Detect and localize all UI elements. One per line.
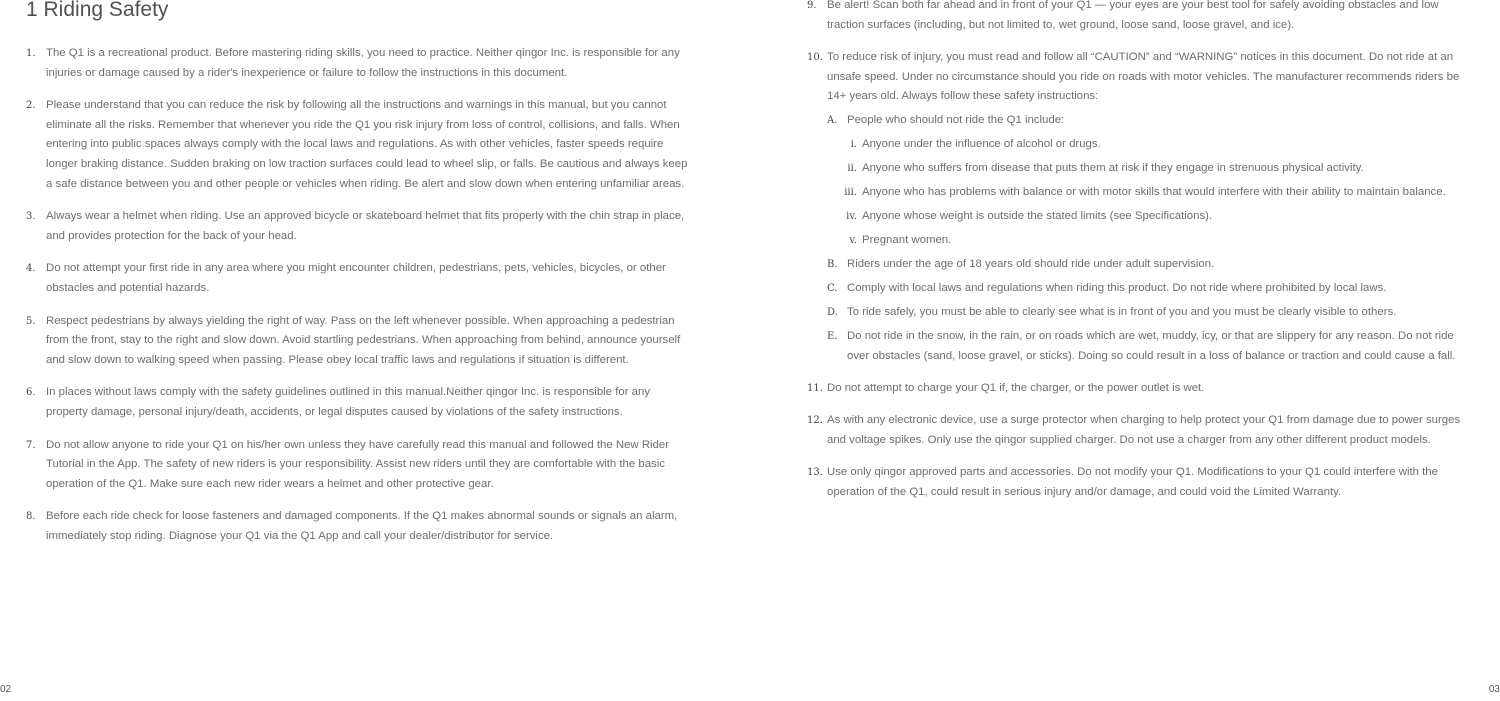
sub-item-letter: B. bbox=[827, 259, 838, 271]
list-item bbox=[807, 463, 1477, 502]
list-item bbox=[26, 207, 690, 246]
safety-list-right bbox=[807, 0, 1477, 515]
item-text: Be alert! Scan both far ahead and in front of your Q1 — your eyes are your best tool for safely avoiding obstacles and low traction surfaces (including, but not limited to, wet ground, loose sand, loose gravel, and ice). bbox=[827, 0, 1439, 31]
safety-list-left bbox=[26, 44, 690, 559]
sub-item-letter: C. bbox=[827, 283, 838, 295]
sub-item-text: Comply with local laws and regulations when riding this product. Do not ride where prohibited by local laws. bbox=[847, 282, 1387, 295]
list-item bbox=[807, 48, 1477, 366]
item-text: The Q1 is a recreational product. Before mastering riding skills, you need to practice. Neither qingor Inc. is responsible for any injuries or damage caused by a rider's inexperience or failure to follow the instructions in this document. bbox=[46, 47, 680, 79]
sub-sub-item bbox=[827, 135, 1477, 155]
sub-item-text: People who should not ride the Q1 include: bbox=[847, 113, 1065, 126]
sub-item bbox=[827, 327, 1477, 366]
item-number: 10. bbox=[807, 52, 823, 64]
roman-numeral: i. bbox=[850, 138, 857, 150]
sub-sub-item-text: Anyone who has problems with balance or with motor skills that would interfere with their ability to maintain balance. bbox=[862, 185, 1446, 198]
item-text: Respect pedestrians by always yielding the right of way. Pass on the left whenever possible. When approaching a pedestrian from the front, stay to the right and slow down. Avoid startling pedestrians. When approaching from behind, announce yourself and slow down to walking speed when passing. Please obey local traffic laws and regulations if situation is different. bbox=[46, 314, 681, 366]
list-item bbox=[26, 436, 690, 495]
item-text: Before each ride check for loose fasteners and damaged components. If the Q1 makes abnormal sounds or signals an alarm, immediately stop riding. Diagnose your Q1 via the Q1 App and call your dealer/distributor for service. bbox=[46, 510, 678, 542]
item-number: 9. bbox=[807, 0, 817, 11]
item-number: 6. bbox=[26, 387, 36, 399]
list-item bbox=[26, 383, 690, 422]
roman-numeral: v. bbox=[849, 234, 857, 246]
item-text: Do not attempt your first ride in any area where you might encounter children, pedestrians, pets, vehicles, bicycles, or other obstacles and potential hazards. bbox=[46, 262, 666, 294]
item-text: In places without laws comply with the safety guidelines outlined in this manual.Neither qingor Inc. is responsible for any property damage, personal injury/death, accidents, or legal disputes caused by violations of the safety instructions. bbox=[46, 386, 651, 418]
roman-numeral: ii. bbox=[847, 162, 857, 174]
item-number: 2. bbox=[26, 100, 36, 112]
sub-item bbox=[827, 303, 1477, 323]
sub-sub-item-text: Anyone under the influence of alcohol or drugs. bbox=[862, 137, 1101, 150]
sub-sub-list bbox=[827, 135, 1477, 251]
sub-sub-item-text: Anyone whose weight is outside the stated limits (see Specifications). bbox=[862, 209, 1213, 222]
list-item bbox=[26, 312, 690, 371]
sub-item-letter: E. bbox=[827, 331, 838, 343]
sub-item bbox=[827, 279, 1477, 299]
item-text: Do not allow anyone to ride your Q1 on his/her own unless they have carefully read this manual and followed the New Rider Tutorial in the App. The safety of new riders is your responsibility. Assist new riders until they are comfortable with the basic operation of the Q1. Make sure each new rider wears a helmet and other protective gear. bbox=[46, 438, 670, 490]
item-text: Please understand that you can reduce the risk by following all the instructions and warnings in this manual, but you cannot eliminate all the risks. Remember that whenever you ride the Q1 you risk injury from loss of control, collisions, and falls. When entering into public spaces always comply with the local laws and regulations. As with other vehicles, faster speeds require longer braking distance. Sudden braking on low traction surfaces could lead to wheel slip, or falls. Be cautious and always keep a safe distance between you and other people or vehicles when riding. Be alert and slow down when entering unfamiliar areas. bbox=[46, 99, 688, 190]
roman-numeral: iii. bbox=[844, 186, 857, 198]
list-item bbox=[807, 0, 1477, 35]
sub-sub-item bbox=[827, 231, 1477, 251]
page-number-right: 03 bbox=[1488, 684, 1500, 695]
list-item bbox=[26, 44, 690, 83]
item-number: 5. bbox=[26, 315, 36, 327]
item-text: Do not attempt to charge your Q1 if, the charger, or the power outlet is wet. bbox=[827, 381, 1205, 394]
item-number: 1. bbox=[26, 48, 36, 59]
sub-sub-item-text: Anyone who suffers from disease that puts them at risk if they engage in strenuous physical activity. bbox=[862, 161, 1364, 174]
list-item bbox=[26, 259, 690, 298]
sub-sub-item-text: Pregnant women. bbox=[862, 233, 952, 246]
sub-item-letter: A. bbox=[827, 114, 838, 126]
sub-list bbox=[827, 111, 1477, 367]
sub-sub-item bbox=[827, 159, 1477, 179]
sub-item-text: Do not ride in the snow, in the rain, or on roads which are wet, muddy, icy, or that are slippery for any reason. Do not ride over obstacles (sand, loose gravel, or sticks). Doing so could result in a loss of balance or traction and could cause a fall. bbox=[847, 330, 1456, 362]
sub-item-text: To ride safely, you must be able to clearly see what is in front of you and you must be clearly visible to others. bbox=[847, 306, 1397, 319]
roman-numeral: iv. bbox=[846, 210, 857, 222]
item-number: 4. bbox=[26, 263, 36, 275]
item-text: To reduce risk of injury, you must read and follow all “CAUTION” and “WARNING” notices in this document. Do not ride at an unsafe speed. Under no circumstance should you ride on roads with motor vehicles. The manufacturer recommends riders be 14+ years old. Always follow these safety instructions: bbox=[827, 51, 1460, 103]
sub-item-text: Riders under the age of 18 years old should ride under adult supervision. bbox=[847, 258, 1215, 271]
list-item bbox=[807, 411, 1477, 450]
sub-sub-item bbox=[827, 207, 1477, 227]
item-number: 13. bbox=[807, 467, 823, 479]
sub-item-letter: D. bbox=[827, 307, 838, 319]
item-text: Always wear a helmet when riding. Use an approved bicycle or skateboard helmet that fits properly with the chin strap in place, and provides protection for the back of your head. bbox=[46, 210, 685, 242]
item-number: 7. bbox=[26, 439, 36, 451]
item-number: 8. bbox=[26, 511, 36, 523]
item-number: 12. bbox=[807, 415, 823, 427]
page-number-left: 02 bbox=[0, 684, 12, 695]
sub-item bbox=[827, 255, 1477, 275]
list-item bbox=[26, 96, 690, 194]
item-number: 3. bbox=[26, 211, 36, 223]
section-title: 1 Riding Safety bbox=[26, 0, 169, 21]
item-number: 11. bbox=[807, 382, 823, 394]
sub-sub-item bbox=[827, 183, 1477, 203]
sub-item bbox=[827, 111, 1477, 251]
list-item bbox=[26, 507, 690, 546]
list-item bbox=[807, 379, 1477, 399]
item-text: Use only qingor approved parts and accessories. Do not modify your Q1. Modifications to your Q1 could interfere with the operation of the Q1, could result in serious injury and/or damage, and could void the Limited Warranty. bbox=[827, 466, 1438, 498]
item-text: As with any electronic device, use a surge protector when charging to help protect your Q1 from damage due to power surges and voltage spikes. Only use the qingor supplied charger. Do not use a charger from any other different product models. bbox=[827, 414, 1461, 446]
